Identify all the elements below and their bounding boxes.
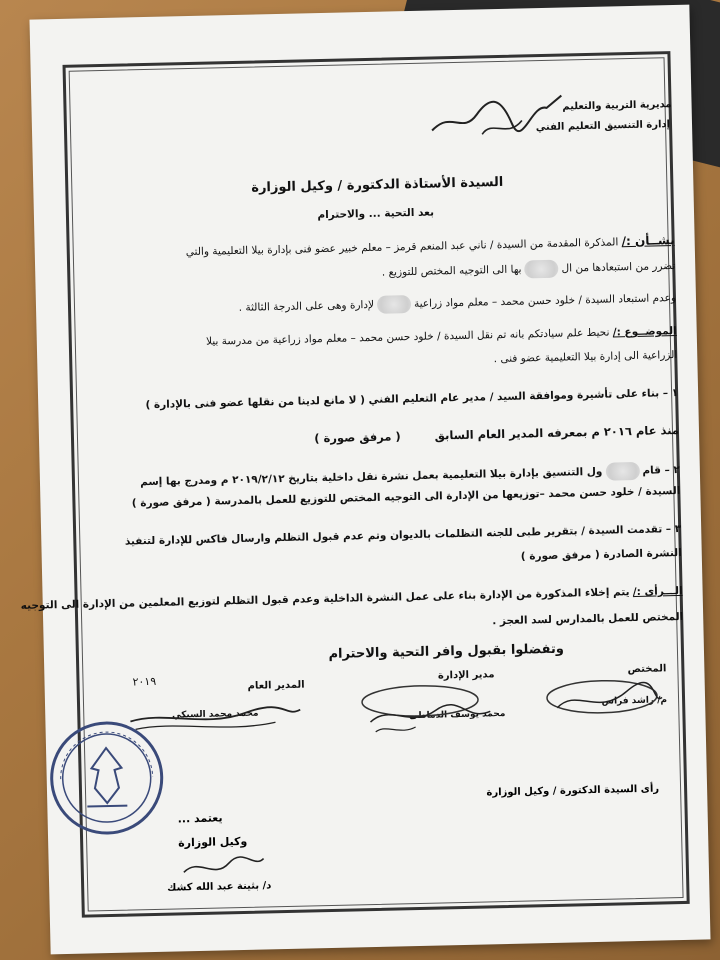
redacted-blur [605, 462, 639, 481]
subject-text-1: المذكرة المقدمة من السيدة / ناني عبد المنعم قرمز – معلم خبير عضو فنى بإدارة بيلا التعليمية والتي [185, 236, 619, 259]
approved-text: يعتمد ... [177, 811, 223, 826]
undersecretary-opinion-label: رأى السيدة الدكتورة / وكيل الوزارة [486, 783, 660, 799]
admin-director-signature [355, 681, 506, 740]
topic-text-1: نحيط علم سيادتكم بانه تم نقل السيدة / خلود حسن محمد – معلم مواد زراعية من مدرسة بيلا [205, 326, 610, 348]
top-signature [421, 77, 573, 150]
handwritten-year: ٢٠١٩ [132, 674, 157, 689]
official-seal [45, 717, 168, 840]
specialist-name: م/ راشد فراس [601, 695, 668, 707]
document-page [20, 5, 710, 955]
item-2-text: ول التنسيق بإدارة بيلا التعليمية بعمل نشرة نقل داخلية بتاريخ ٢٠١٩/٢/١٢ م ومدرج بها إسم [140, 465, 603, 489]
topic-line-2: الزراعية الى إدارة بيلا التعليمية عضو فنى . [493, 348, 678, 366]
header-department: إدارة التنسيق التعليم الفني [535, 119, 671, 134]
subject-text-2a: تضرر من استبعادها من ال [561, 260, 676, 275]
subject-text-3b: لإدارة وهى على الدرجة الثالثة . [238, 298, 375, 314]
undersecretary-signature [178, 850, 269, 882]
admin-director-title: مدير الإدارة [437, 669, 495, 682]
general-director-name: محمد محمد السبكي [171, 708, 259, 721]
specialist-signature [537, 675, 668, 728]
opinion-text-1: يتم إخلاء المذكورة من الإدارة بناء على عمل النشرة الداخلية وعدم قبول التظلم لتوزيع المعلمين من الإدارة الى التوجيه [20, 586, 630, 612]
signature-admin-director [354, 669, 505, 722]
general-director-title: المدير العام [247, 679, 305, 692]
admin-director-name: محمد يوسف الدماطى [408, 708, 506, 722]
signature-specialist [536, 663, 667, 708]
item-1-attachment: ( مرفق صورة ) [314, 429, 401, 446]
item-2-line-2: السيدة / خلود حسن محمد –توزيعها من الإدارة الى التوجيه المختص للتوزيع للعمل بالمدرسة ( مرفق صورة ) [131, 484, 681, 510]
undersecretary-title: وكيل الوزارة [178, 834, 248, 850]
item-1-date: منذ عام ٢٠١٦ م بمعرفه المدير العام السابق [434, 422, 680, 443]
topic-label: الموضــوع :/ [612, 325, 677, 339]
redacted-blur [377, 295, 411, 314]
signature-general-director [124, 676, 305, 722]
closing: وتفضلوا بقبول وافر التحية والاحترام [328, 641, 565, 662]
opinion-line-2: المختص للعمل بالمدارس لسد العجز . [492, 610, 684, 628]
item-3-line-1: ٣ – تقدمت السيدة / بتقرير طبى للجنه التظلمات بالديوان وتم عدم قبول التظلم وارسال فاكس للإدارة لتنفيذ [124, 522, 682, 548]
subject-text-2b: بها الى التوجيه المختص للتوزيع . [381, 263, 522, 279]
addressee: السيدة الأستاذة الدكتورة / وكيل الوزارة [251, 174, 504, 196]
specialist-title: المختص [627, 663, 667, 676]
redacted-blur [524, 260, 558, 279]
header-directorate: مديرية التربية والتعليم [562, 99, 672, 113]
subject-text-3a: وعدم استبعاد السيدة / خلود حسن محمد – معلم مواد زراعية [413, 292, 677, 310]
greeting: بعد التحية ... والاحترام [317, 206, 435, 222]
opinion-label: الـــرأى :/ [632, 584, 683, 599]
subject-label: بشــأن :/ [621, 233, 675, 249]
undersecretary-name: د/ بثينة عبد الله كشك [167, 880, 272, 894]
item-1-line-1: ١ – بناء على تأشيرة وموافقة السيد / مدير عام التعليم الفني ( لا مانع لدينا من نقلها عضو فنى بالإدارة ) [145, 386, 679, 412]
item-3-line-2: النشرة الصادرة ( مرفق صورة ) [520, 546, 682, 563]
item-2-prefix: ٢ – قام [642, 463, 680, 477]
